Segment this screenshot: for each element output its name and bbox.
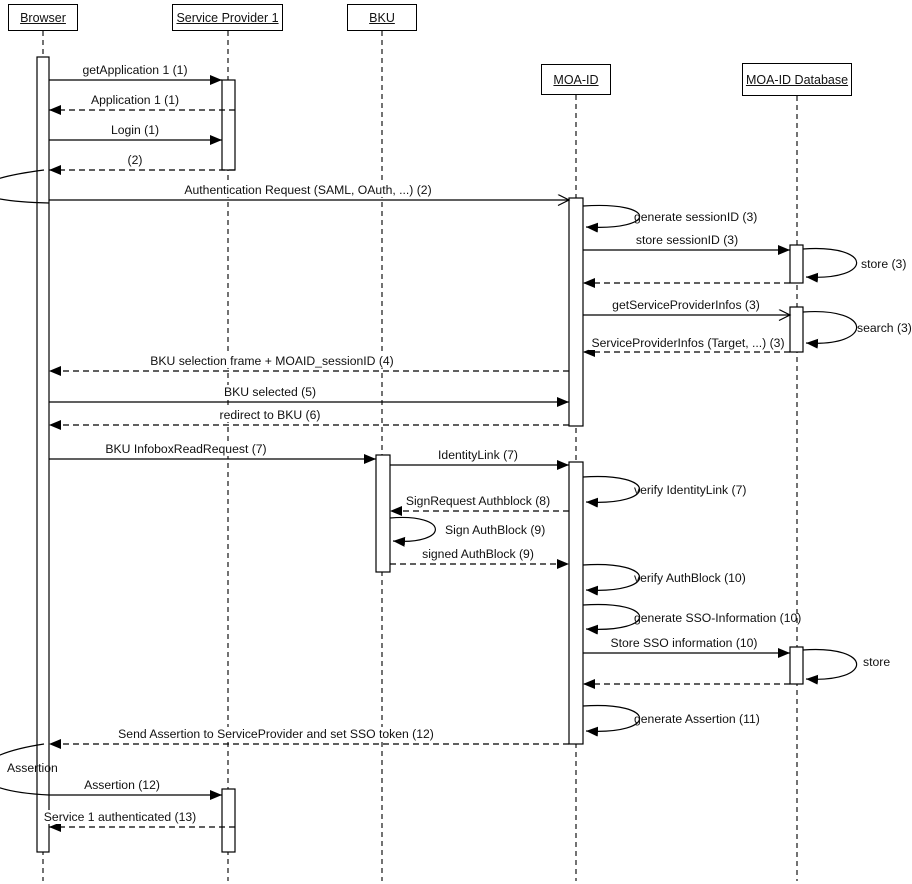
message-label-store-plain: store [863, 655, 891, 669]
message-label-auth-request: Authentication Request (SAML, OAuth, ...) (2) [181, 183, 434, 197]
lifelines [43, 31, 797, 881]
actor-browser-label: Browser [20, 10, 66, 25]
actor-service-provider-label: Service Provider 1 [176, 10, 279, 25]
message-label-store-sso-information: Store SSO information (10) [608, 636, 761, 650]
loop-store [803, 249, 857, 278]
activation-db-search [790, 307, 803, 352]
message-label-verify-identity-link: verify IdentityLink (7) [634, 483, 747, 497]
message-label-login: Login (1) [108, 123, 162, 137]
message-label-get-sp-infos: getServiceProviderInfos (3) [609, 298, 763, 312]
message-label-get-application: getApplication 1 (1) [79, 63, 190, 77]
activation-service-provider-2 [222, 789, 235, 852]
message-label-assertion-loop-note: Assertion [7, 761, 58, 775]
activation-moa-id-2 [569, 462, 583, 744]
message-label-bku-selection-frame: BKU selection frame + MOAID_sessionID (4) [147, 354, 397, 368]
message-label-generate-sso-information: generate SSO-Information (10) [634, 611, 802, 625]
activation-bku [376, 455, 390, 572]
message-label-generate-assertion: generate Assertion (11) [634, 712, 760, 726]
message-label-sp-infos: ServiceProviderInfos (Target, ...) (3) [588, 336, 787, 350]
message-label-store-session-id: store sessionID (3) [633, 233, 741, 247]
message-label-signed-authblock: signed AuthBlock (9) [419, 547, 537, 561]
actor-moa-id-database [742, 63, 852, 96]
message-label-generate-session-id: generate sessionID (3) [634, 210, 758, 224]
actor-bku-label: BKU [369, 10, 395, 25]
loop-generate-assertion [583, 705, 640, 731]
message-label-redirect-to-bku: redirect to BKU (6) [217, 408, 324, 422]
activation-moa-id-1 [569, 198, 583, 426]
message-label-send-assertion: Send Assertion to ServiceProvider and set SSO token (12) [115, 727, 437, 741]
message-label-login-response: (2) [125, 153, 146, 167]
activation-service-provider-1 [222, 80, 235, 170]
message-label-bku-selected: BKU selected (5) [221, 385, 319, 399]
message-label-store-3: store (3) [861, 257, 907, 271]
message-label-assertion: Assertion (12) [81, 778, 163, 792]
actor-moa-id [541, 64, 611, 95]
message-label-identity-link: IdentityLink (7) [435, 448, 521, 462]
activation-browser [37, 57, 49, 852]
message-label-bku-infobox-read-request: BKU InfoboxReadRequest (7) [102, 442, 269, 456]
message-label-search-3: search (3) [857, 321, 912, 335]
actor-bku [347, 4, 417, 31]
message-label-sign-request-authblock: SignRequest Authblock (8) [403, 494, 553, 508]
actor-moa-id-database-label: MOA-ID Database [745, 72, 849, 87]
message-label-verify-authblock: verify AuthBlock (10) [634, 571, 746, 585]
message-label-service-authenticated: Service 1 authenticated (13) [41, 810, 199, 824]
loop-verify-authblock [583, 564, 640, 590]
activation-db-store [790, 245, 803, 283]
loop-sign-authblock [390, 517, 435, 541]
message-label-application: Application 1 (1) [88, 93, 182, 107]
actor-moa-id-label: MOA-ID [553, 72, 599, 87]
message-label-sign-authblock: Sign AuthBlock (9) [445, 523, 546, 537]
actor-service-provider [172, 4, 283, 31]
actor-browser [8, 4, 78, 31]
loop-generate-session-id [583, 205, 640, 227]
loop-generate-sso-information [583, 604, 640, 629]
loop-search [803, 312, 857, 344]
activation-db-store-sso [790, 647, 803, 684]
loop-store-sso [803, 650, 857, 680]
loop-verify-identity-link [583, 476, 640, 502]
